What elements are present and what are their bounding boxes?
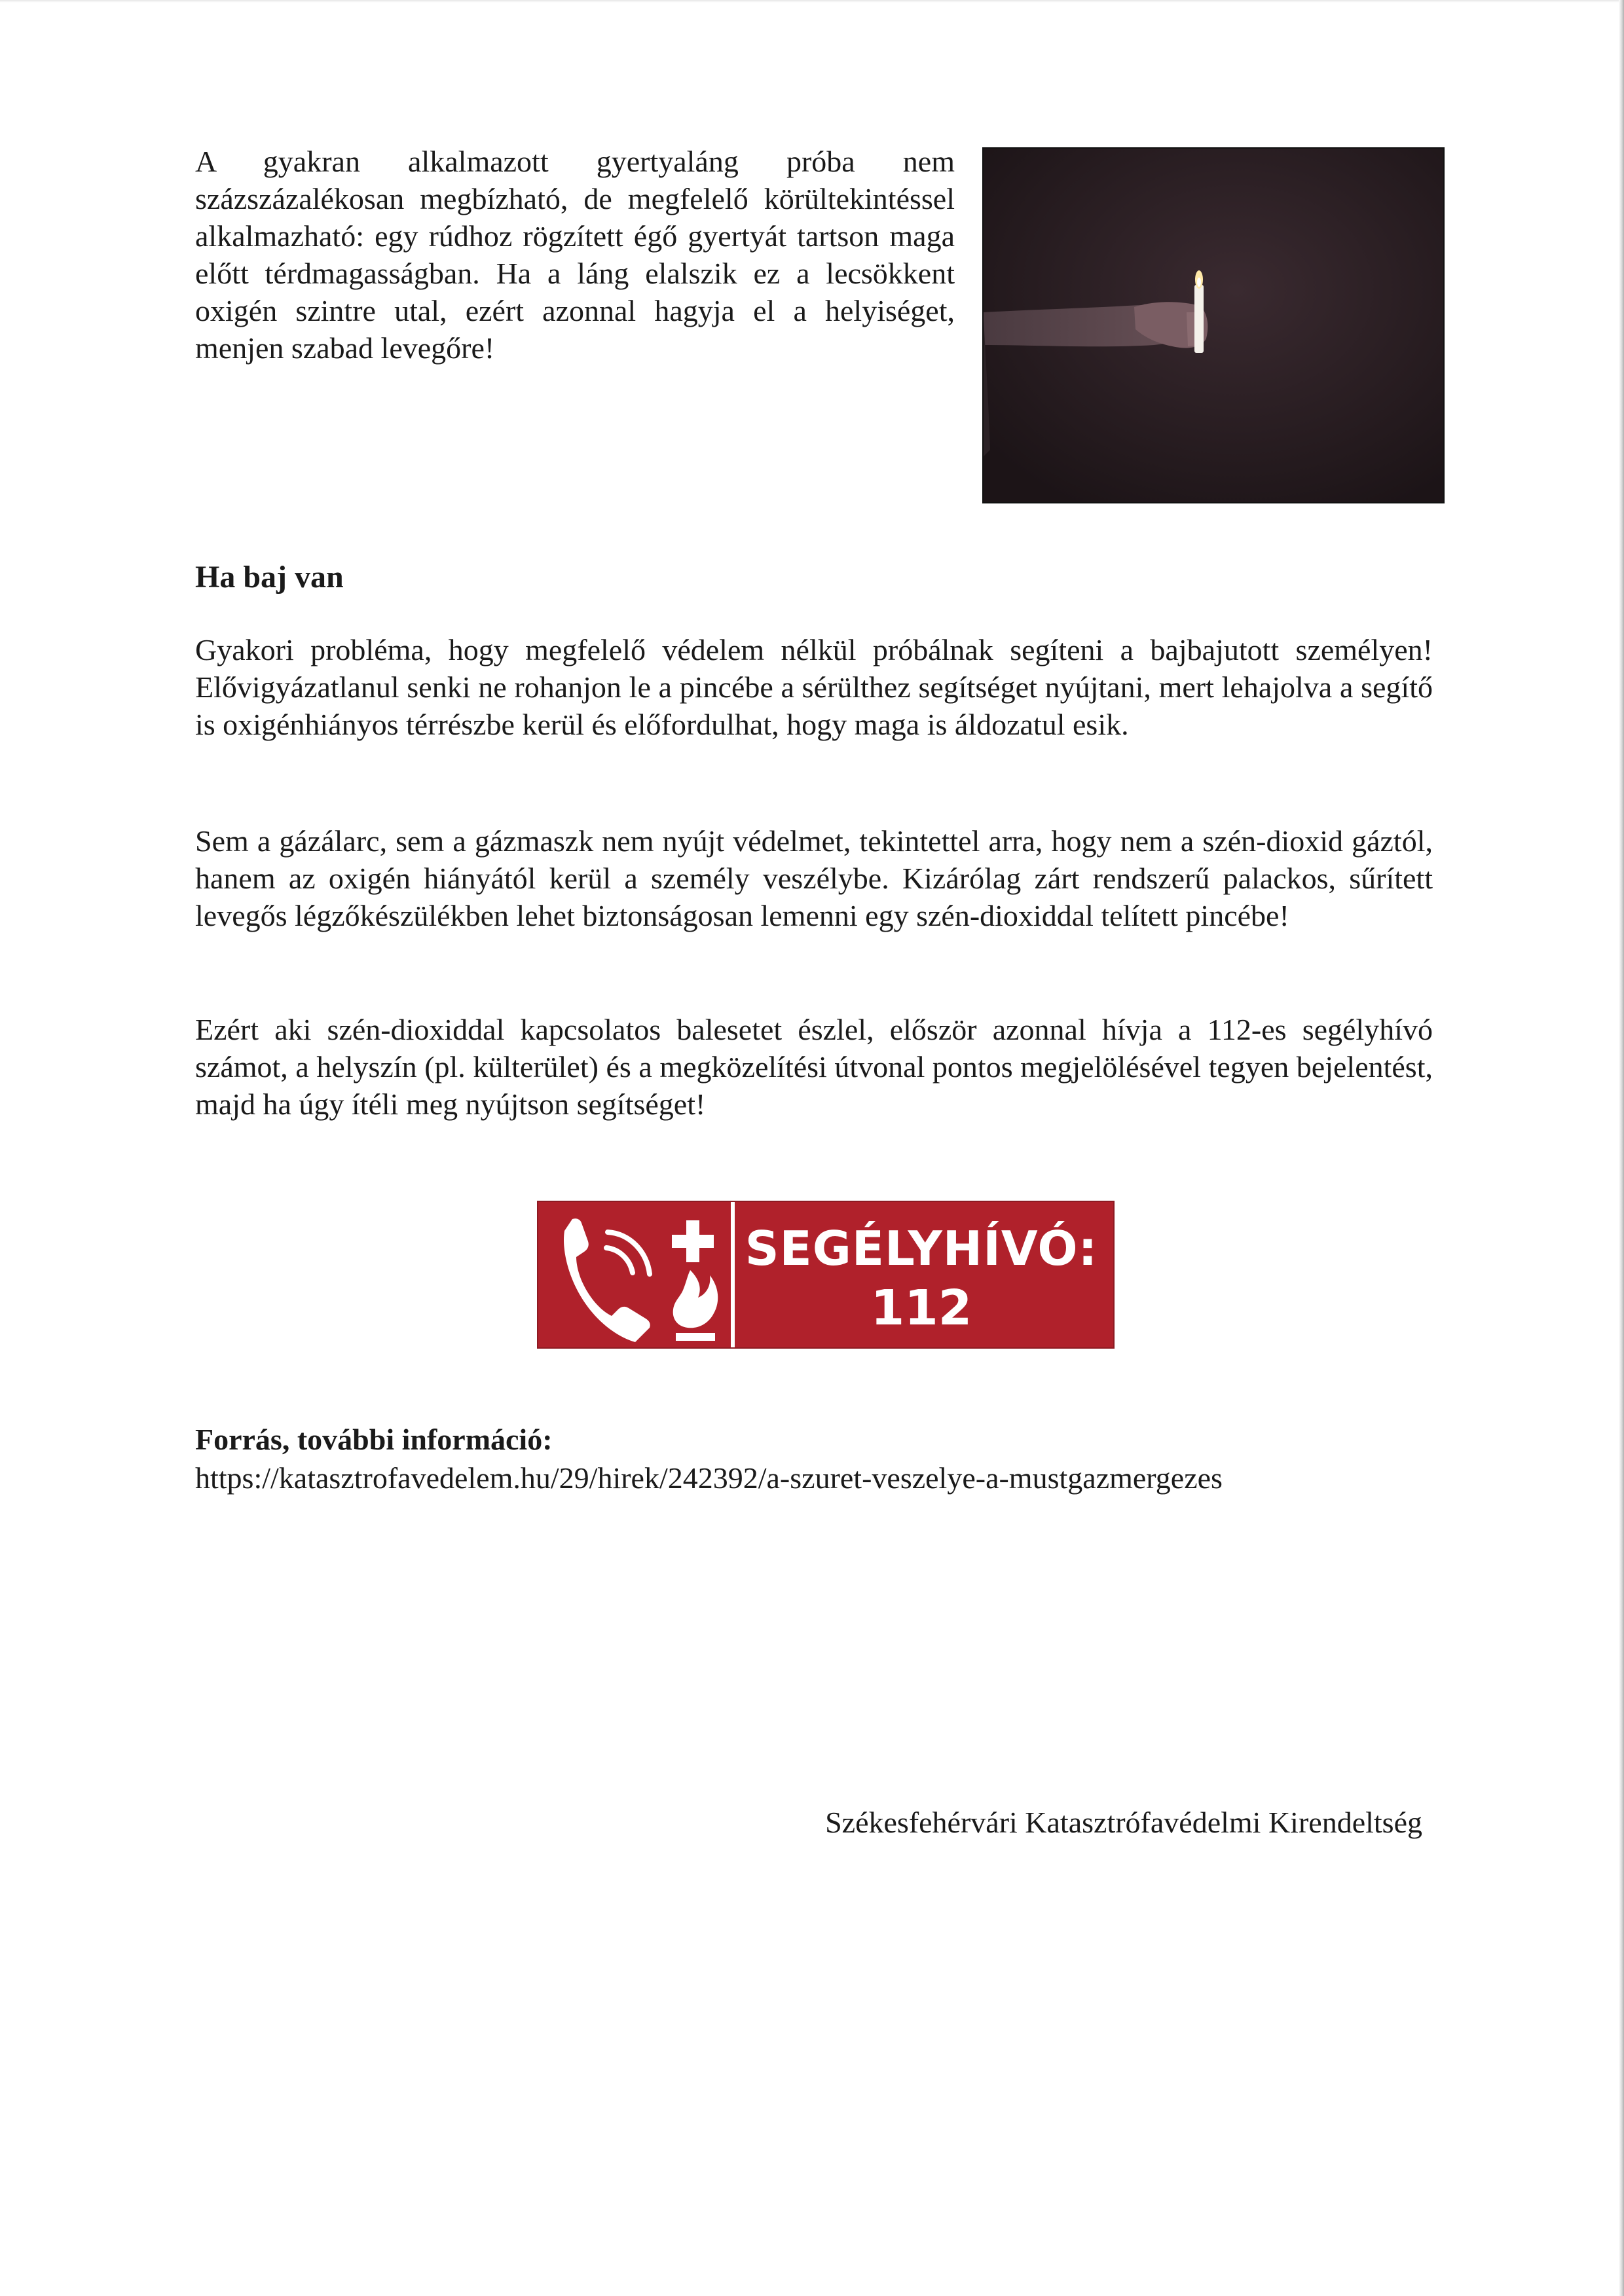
candle-photo [982,147,1445,503]
scan-edge-right [1619,0,1624,2296]
sign-icons [538,1202,735,1349]
source-label: Forrás, további információ: [195,1423,553,1456]
section-title: Ha baj van [195,560,344,594]
fire-icon [673,1270,718,1341]
candle-in-hand-image [984,149,1443,502]
paragraph-rescue-warning: Gyakori probléma, hogy megfelelő védelem nélkül próbálnak segíteni a bajbajutott személyen! Elővigyázatlanul senki ne rohanjon le a pincébe a sérülthez segítséget nyújtani, mert lehajolva a segítő is oxigénhiányos térrészbe kerül és előfordulhat, hogy maga is áldozatul esik. [195,633,1433,741]
paragraph-call-112: Ezért aki szén-dioxiddal kapcsolatos balesetet észlel, először azonnal hívja a 112-es segélyhívó számot, a helyszín (pl. külterület) és a megközelítési útvonal pontos megjelölésével tegyen bejelentést, majd ha úgy ítéli meg nyújtson segítséget! [195,1013,1433,1121]
signature: Székesfehérvári Katasztrófavédelmi Kirendeltség [825,1806,1422,1839]
paragraph-breathing-apparatus: Sem a gázálarc, sem a gázmaszk nem nyújt védelmet, tekintettel arra, hogy nem a szén-dioxid gáztól, hanem az oxigén hiányától kerül a személy veszélybe. Kizárólag zárt rendszerű palackos, sűrített levegős légzőkészülékben lehet biztonságosan lemenni egy szén-dioxiddal telített pincébe! [195,824,1433,932]
first-aid-cross-icon [672,1220,714,1262]
sign-number: 112 [870,1280,972,1336]
candle-test-paragraph: A gyakran alkalmazott gyertyaláng próba nem százszázalékosan megbízható, de megfelelő körültekintéssel alkalmazható: egy rúdhoz rögzített égő gyertyát tartson maga előtt térdmagasságban. Ha a láng elalszik ez a lecsökkent oxigén szintre utal, ezért azonnal hagyja el a helyiséget, menjen szabad levegőre! [195,145,955,365]
source-url[interactable]: https://katasztrofavedelem.hu/29/hirek/242392/a-szuret-veszelye-a-mustgazmergezes [195,1461,1223,1495]
sign-label: SEGÉLYHÍVÓ: [745,1221,1098,1276]
emergency-call-sign [537,1201,1115,1349]
telephone-icon [564,1218,650,1342]
scan-edge-top [0,0,1624,3]
